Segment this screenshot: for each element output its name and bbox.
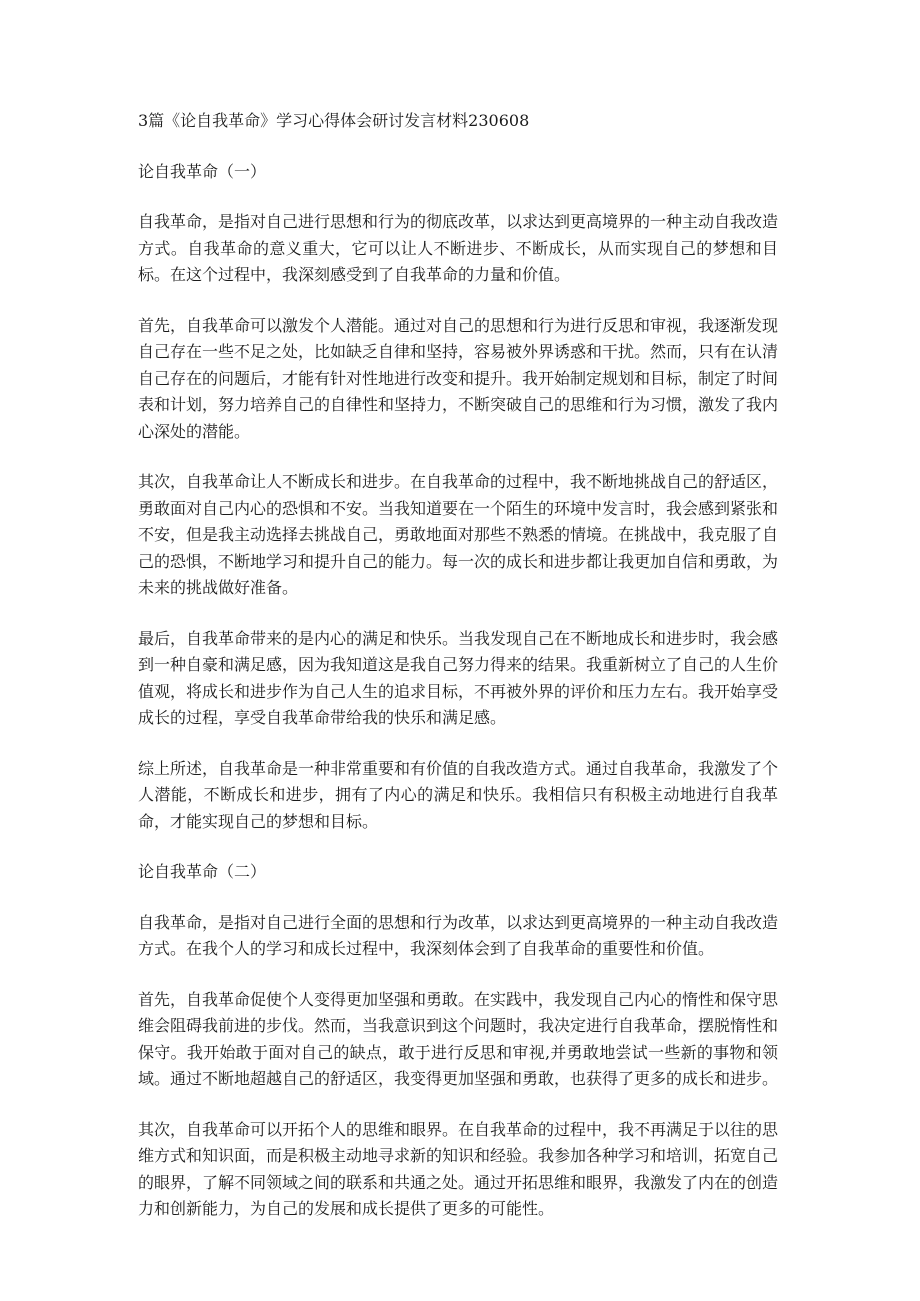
document-body — [138, 108, 778, 1247]
paragraph: 其次，自我革命让人不断成长和进步。在自我革命的过程中，我不断地挑战自己的舒适区，勇敢面对自己内心的恐惧和不安。当我知道要在一个陌生的环境中发言时，我会感到紧张和不安，但是我主动选择去挑战自己，勇敢地面对那些不熟悉的情境。在挑战中，我克服了自己的恐惧，不断地学习和提升自己的能力。每一次的成长和进步都让我更加自信和勇敢，为未来的挑战做好准备。 — [138, 472, 779, 597]
paragraph: 自我革命，是指对自己进行全面的思想和行为改革，以求达到更高境界的一种主动自我改造方式。在我个人的学习和成长过程中，我深刻体会到了自我革命的重要性和价值。 — [138, 912, 779, 958]
paragraph: 综上所述，自我革命是一种非常重要和有价值的自我改造方式。通过自我革命，我激发了个人潜能，不断成长和进步，拥有了内心的满足和快乐。我相信只有积极主动地进行自我革命，才能实现自己的梦想和目标。 — [138, 758, 779, 831]
section-heading-one: 论自我革命（一） — [138, 161, 267, 181]
paragraph: 首先，自我革命可以激发个人潜能。通过对自己的思想和行为进行反思和审视，我逐渐发现自己存在一些不足之处，比如缺乏自律和坚持，容易被外界诱惑和干扰。然而，只有在认清自己存在的问题后，才能有针对性地进行改变和提升。我开始制定规划和目标，制定了时间表和计划，努力培养自己的自律性和坚持力，不断突破自己的思维和行为习惯，激发了我内心深处的潜能。 — [138, 315, 779, 441]
paragraph: 自我革命，是指对自己进行思想和行为的彻底改革，以求达到更高境界的一种主动自我改造方式。自我革命的意义重大，它可以让人不断进步、不断成长，从而实现自己的梦想和目标。在这个过程中，我深刻感受到了自我革命的力量和价值。 — [138, 212, 779, 284]
paragraph: 首先，自我革命促使个人变得更加坚强和勇敢。在实践中，我发现自己内心的惰性和保守思维会阻碍我前进的步伐。然而，当我意识到这个问题时，我决定进行自我革命，摆脱惰性和保守。我开始敢于面对自己的缺点，敢于进行反思和审视,并勇敢地尝试一些新的事物和领域。通过不断地超越自己的舒适区，我变得更加坚强和勇敢，也获得了更多的成长和进步。 — [138, 989, 779, 1088]
paragraph: 其次，自我革命可以开拓个人的思维和眼界。在自我革命的过程中，我不再满足于以往的思维方式和知识面，而是积极主动地寻求新的知识和经验。我参加各种学习和培训，拓宽自己的眼界，了解不同领域之间的联系和共通之处。通过开拓思维和眼界，我激发了内在的创造力和创新能力，为自己的发展和成长提供了更多的可能性。 — [138, 1119, 779, 1218]
section-heading-two: 论自我革命（二） — [138, 862, 267, 881]
paragraph: 最后，自我革命带来的是内心的满足和快乐。当我发现自己在不断地成长和进步时，我会感到一种自豪和满足感，因为我知道这是我自己努力得来的结果。我重新树立了自己的人生价值观，将成长和进步作为自己人生的追求目标，不再被外界的评价和压力左右。我开始享受成长的过程，享受自我革命带给我的快乐和满足感。 — [138, 628, 779, 727]
document-title: 3篇《论自我革命》学习心得体会研讨发言材料230608 — [138, 111, 530, 130]
